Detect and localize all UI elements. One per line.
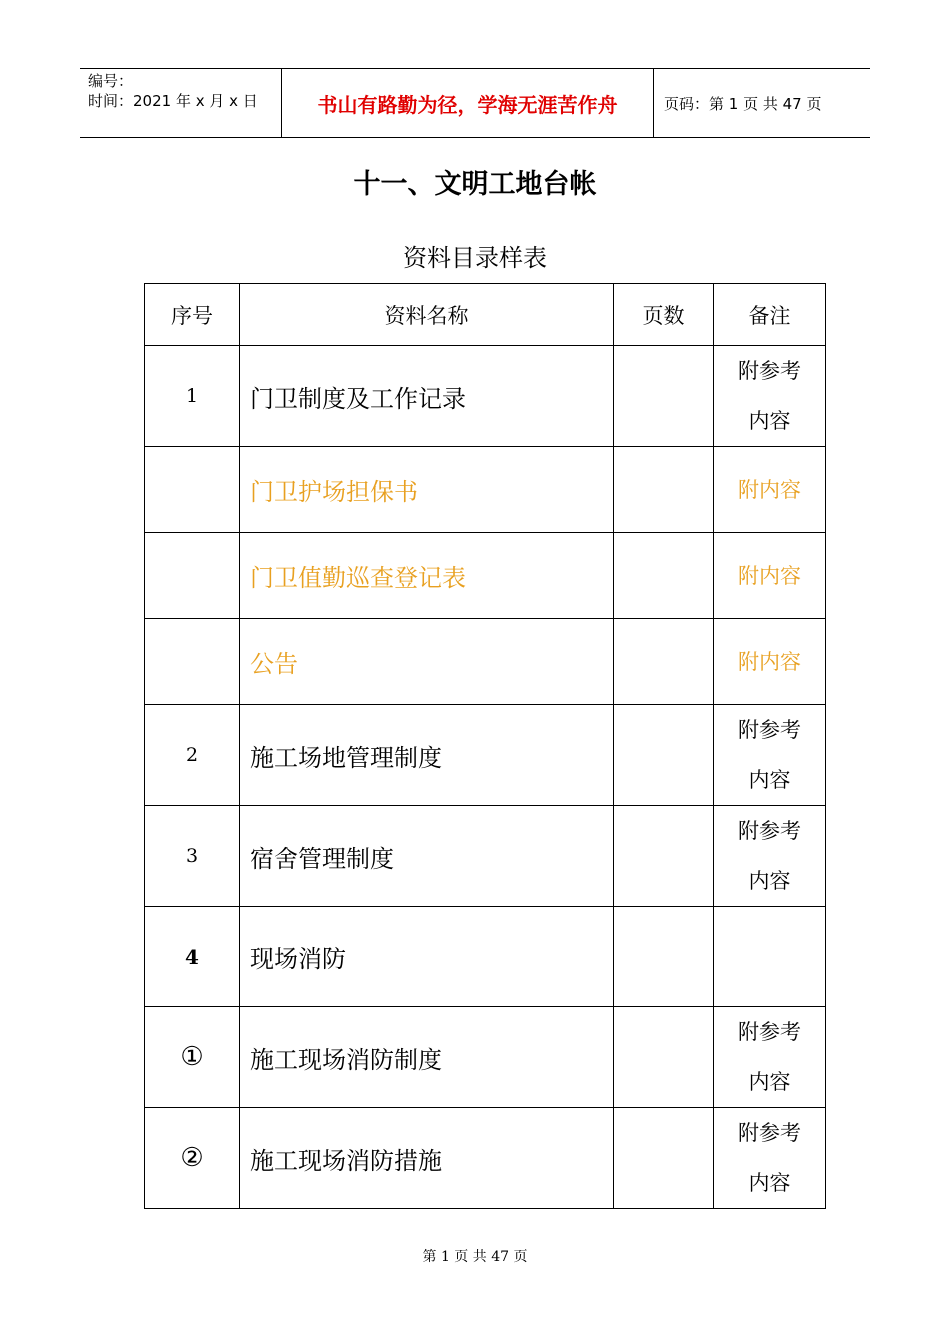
row-pages bbox=[614, 1108, 714, 1209]
row-name: 门卫护场担保书 bbox=[240, 447, 614, 533]
note-line: 内容 bbox=[748, 409, 791, 433]
row-pages bbox=[614, 533, 714, 619]
row-note bbox=[714, 705, 826, 806]
row-no bbox=[145, 447, 240, 533]
row-pages bbox=[614, 907, 714, 1007]
header-no: 序号 bbox=[145, 284, 240, 346]
note-line: 附参考 bbox=[738, 1121, 801, 1145]
row-pages bbox=[614, 447, 714, 533]
table-row bbox=[145, 447, 826, 533]
note-line: 附内容 bbox=[738, 649, 801, 674]
table-row bbox=[145, 806, 826, 907]
serial-label: 编号： bbox=[88, 72, 134, 90]
row-no: ① bbox=[145, 1007, 240, 1108]
row-pages bbox=[614, 346, 714, 447]
row-no: 1 bbox=[145, 346, 240, 447]
row-name: 公告 bbox=[240, 619, 614, 705]
note-line: 附参考 bbox=[738, 718, 801, 742]
row-no: 4 bbox=[145, 907, 240, 1007]
row-no bbox=[145, 533, 240, 619]
row-note bbox=[714, 447, 826, 533]
header-note: 备注 bbox=[714, 284, 826, 346]
note-line: 内容 bbox=[748, 869, 791, 893]
time-label: 时间：2021 年 x 月 x 日 bbox=[88, 92, 258, 110]
row-note bbox=[714, 1007, 826, 1108]
row-name: 现场消防 bbox=[240, 907, 614, 1007]
header-name: 资料名称 bbox=[240, 284, 614, 346]
row-no bbox=[145, 619, 240, 705]
table-header-row bbox=[145, 284, 826, 346]
row-note bbox=[714, 1108, 826, 1209]
note-line: 附参考 bbox=[738, 819, 801, 843]
table-row bbox=[145, 1108, 826, 1209]
row-note bbox=[714, 346, 826, 447]
row-pages bbox=[614, 619, 714, 705]
note-line: 附参考 bbox=[738, 1020, 801, 1044]
row-name: 施工现场消防措施 bbox=[240, 1108, 614, 1209]
row-pages bbox=[614, 806, 714, 907]
header-page-info: 页码：第 1 页 共 47 页 bbox=[664, 94, 822, 113]
row-no: 3 bbox=[145, 806, 240, 907]
note-line: 内容 bbox=[748, 1171, 791, 1195]
table-row bbox=[145, 533, 826, 619]
note-line: 附内容 bbox=[738, 563, 801, 588]
table-row bbox=[145, 705, 826, 806]
row-name: 施工现场消防制度 bbox=[240, 1007, 614, 1108]
table-row bbox=[145, 346, 826, 447]
header-meta bbox=[80, 69, 282, 137]
page-footer: 第 1 页 共 47 页 bbox=[422, 1249, 528, 1265]
row-name: 门卫制度及工作记录 bbox=[240, 346, 614, 447]
row-note bbox=[714, 907, 826, 1007]
row-name: 门卫值勤巡查登记表 bbox=[240, 533, 614, 619]
table-row bbox=[145, 907, 826, 1007]
row-no: 2 bbox=[145, 705, 240, 806]
catalog-table bbox=[144, 283, 826, 1209]
row-note bbox=[714, 806, 826, 907]
note-line: 内容 bbox=[748, 768, 791, 792]
row-name: 施工场地管理制度 bbox=[240, 705, 614, 806]
note-line: 内容 bbox=[748, 1070, 791, 1094]
row-note bbox=[714, 619, 826, 705]
row-no: ② bbox=[145, 1108, 240, 1209]
header-pages: 页数 bbox=[614, 284, 714, 346]
header-motto: 书山有路勤为径，学海无涯苦作舟 bbox=[282, 69, 654, 137]
table-row bbox=[145, 619, 826, 705]
row-name: 宿舍管理制度 bbox=[240, 806, 614, 907]
page-subtitle: 资料目录样表 bbox=[403, 244, 547, 272]
page-title: 十一、文明工地台帐 bbox=[353, 169, 597, 200]
note-line: 附参考 bbox=[738, 359, 801, 383]
note-line: 附内容 bbox=[738, 477, 801, 502]
row-pages bbox=[614, 705, 714, 806]
row-pages bbox=[614, 1007, 714, 1108]
row-note bbox=[714, 533, 826, 619]
table-row bbox=[145, 1007, 826, 1108]
document-header bbox=[80, 68, 870, 138]
